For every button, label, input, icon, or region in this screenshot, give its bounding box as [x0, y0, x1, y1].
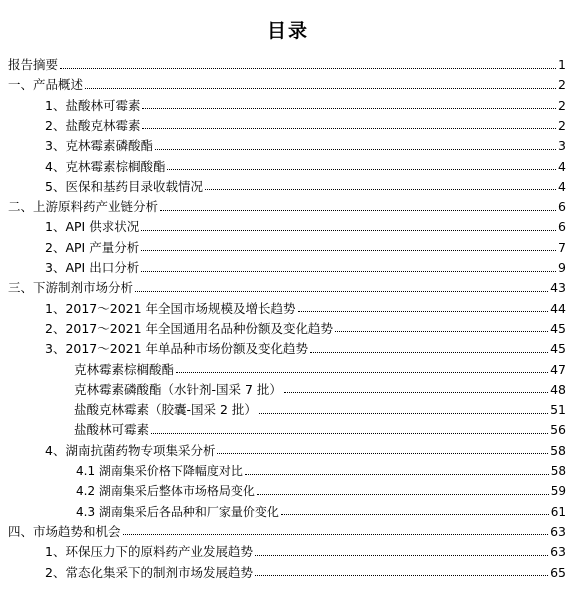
toc-entry-page: 2 — [558, 117, 566, 133]
toc-leader-dots — [255, 555, 548, 556]
document-title: 目录 — [266, 20, 309, 42]
toc-entry-page: 9 — [558, 260, 566, 275]
toc-entry[interactable] — [45, 96, 566, 116]
toc-leader-dots — [141, 250, 556, 251]
toc-entry[interactable] — [74, 360, 566, 380]
toc-entry[interactable] — [45, 258, 566, 278]
toc-entry-label: 5、医保和基药目录收载情况 — [45, 178, 203, 194]
toc-entry[interactable] — [8, 522, 566, 542]
toc-entry[interactable] — [76, 461, 566, 481]
toc-entry-label: 1、API 供求状况 — [45, 219, 140, 235]
toc-entry[interactable] — [45, 157, 566, 177]
toc-entry-page: 58 — [550, 442, 566, 458]
toc-entry-page: 45 — [550, 320, 566, 336]
toc-leader-dots — [160, 210, 556, 211]
toc-leader-dots — [335, 331, 548, 332]
toc-entry-label: 盐酸克林霉素（胶囊-国采 2 批） — [74, 402, 257, 418]
toc-entry-label: 4、湖南抗菌药物专项集采分析 — [45, 442, 216, 458]
toc-leader-dots — [310, 352, 548, 353]
toc-leader-dots — [141, 271, 556, 272]
toc-entry[interactable] — [76, 481, 566, 501]
toc-entry-page: 61 — [550, 504, 566, 519]
toc-entry-page: 1 — [558, 57, 566, 72]
toc-entry[interactable] — [8, 278, 566, 298]
toc-entry-page: 45 — [550, 341, 566, 357]
toc-entry[interactable] — [45, 136, 566, 156]
toc-entry-label: 报告摘要 — [8, 57, 59, 72]
toc-leader-dots — [142, 128, 556, 129]
toc-entry-page: 44 — [550, 300, 566, 316]
toc-entry[interactable] — [45, 177, 566, 197]
toc-entry[interactable] — [76, 502, 566, 522]
toc-entry[interactable] — [45, 116, 566, 136]
toc-leader-dots — [167, 169, 556, 170]
toc-entry-page: 6 — [558, 219, 566, 235]
toc-leader-dots — [284, 392, 548, 393]
toc-entry-page: 2 — [558, 97, 566, 113]
toc-entry-page: 48 — [550, 381, 566, 397]
toc-leader-dots — [205, 189, 556, 190]
toc-entry[interactable] — [74, 400, 566, 420]
toc-entry-label: 4.1 湖南集采价格下降幅度对比 — [76, 464, 243, 478]
toc-leader-dots — [155, 149, 556, 150]
toc-entry-page: 59 — [550, 484, 566, 499]
toc-entry-page: 3 — [558, 138, 566, 154]
toc-leader-dots — [123, 534, 549, 535]
toc-entry[interactable] — [45, 299, 566, 319]
toc-entry-page: 63 — [550, 544, 566, 560]
toc-leader-dots — [298, 311, 549, 312]
toc-entry-label: 3、API 出口分析 — [45, 260, 140, 275]
toc-entry-label: 一、产品概述 — [8, 77, 84, 93]
toc-entry[interactable] — [74, 420, 566, 440]
toc-entry-label: 1、2017～2021 年全国市场规模及增长趋势 — [45, 300, 296, 316]
toc-leader-dots — [217, 453, 548, 454]
toc-entry[interactable] — [45, 441, 566, 461]
toc-entry-page: 47 — [550, 361, 566, 377]
toc-entry-label: 2、盐酸克林霉素 — [45, 117, 141, 133]
toc-entry-page: 63 — [550, 523, 566, 539]
toc-entry-label: 1、环保压力下的原料药产业发展趋势 — [45, 544, 253, 560]
toc-entry-label: 4.3 湖南集采后各品种和厂家量价变化 — [76, 504, 279, 519]
toc-entry-label: 1、盐酸林可霉素 — [45, 97, 141, 113]
toc-entry-label: 2、常态化集采下的制剂市场发展趋势 — [45, 564, 253, 580]
toc-leader-dots — [259, 413, 548, 414]
toc-leader-dots — [60, 68, 556, 69]
toc-entry[interactable] — [45, 217, 566, 237]
toc-entry-label: 盐酸林可霉素 — [74, 422, 150, 438]
toc-entry-page: 4 — [558, 178, 566, 194]
toc-entry[interactable] — [8, 55, 566, 75]
toc-entry-page: 2 — [558, 77, 566, 93]
toc-leader-dots — [257, 494, 549, 495]
toc-leader-dots — [281, 514, 549, 515]
toc-entry-label: 3、克林霉素磷酸酯 — [45, 138, 153, 154]
toc-entry[interactable] — [74, 380, 566, 400]
toc-entry-page: 43 — [550, 280, 566, 296]
toc-entry-label: 4.2 湖南集采后整体市场格局变化 — [76, 484, 255, 499]
toc-entry-page: 51 — [550, 402, 566, 418]
toc-entry-label: 3、2017～2021 年单品种市场份额及变化趋势 — [45, 341, 309, 357]
toc-leader-dots — [135, 291, 548, 292]
toc-entry[interactable] — [45, 319, 566, 339]
toc-entry-page: 56 — [550, 422, 566, 438]
toc-entry-label: 二、上游原料药产业链分析 — [8, 199, 159, 215]
toc-leader-dots — [151, 433, 548, 434]
toc-entry-label: 克林霉素磷酸酯（水针剂-国采 7 批） — [74, 381, 282, 397]
toc-entry-label: 三、下游制剂市场分析 — [8, 280, 134, 296]
toc-entry-label: 克林霉素棕榈酸酯 — [74, 361, 175, 377]
toc-entry-label: 2、API 产量分析 — [45, 239, 140, 255]
toc-entry[interactable] — [45, 542, 566, 562]
toc-entry[interactable] — [8, 75, 566, 95]
toc-entry-label: 2、2017～2021 年全国通用名品种份额及变化趋势 — [45, 320, 334, 336]
toc-leader-dots — [141, 230, 556, 231]
toc-entry-page: 58 — [550, 464, 566, 478]
toc-entry-label: 4、克林霉素棕榈酸酯 — [45, 158, 166, 174]
toc-entry-label: 四、市场趋势和机会 — [8, 523, 121, 539]
toc-leader-dots — [176, 372, 548, 373]
toc-entry-page: 6 — [558, 199, 566, 215]
toc-leader-dots — [255, 575, 548, 576]
toc-leader-dots — [142, 108, 556, 109]
toc-entry[interactable] — [45, 238, 566, 258]
toc-entry[interactable] — [45, 339, 566, 359]
toc-entry-page: 4 — [558, 158, 566, 174]
toc-leader-dots — [245, 474, 549, 475]
toc-entry-page: 7 — [558, 239, 566, 255]
toc-entry-page: 65 — [550, 564, 566, 580]
toc-entry[interactable] — [8, 197, 566, 217]
toc-leader-dots — [85, 88, 556, 89]
toc-entry[interactable] — [45, 563, 566, 583]
